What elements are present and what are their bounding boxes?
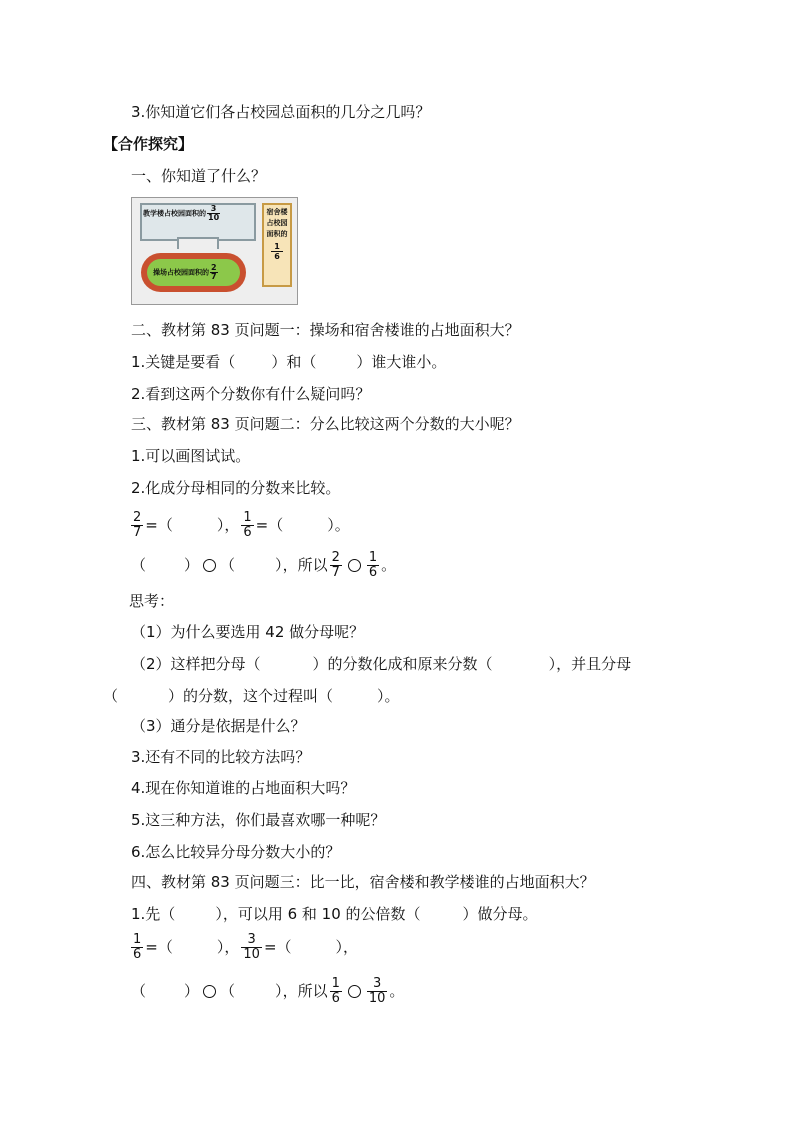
comparison-row-1 — [131, 550, 396, 580]
fraction-numerator: 1 — [133, 932, 142, 947]
think-question-1: （1）为什么要选用 42 做分母呢？ — [131, 623, 365, 641]
text-segment: 。 — [381, 556, 397, 574]
fraction-three-tenths — [367, 977, 388, 1006]
think-question-2 — [131, 654, 631, 674]
dormitory-text: 宿舍楼占校园面积的 — [266, 208, 288, 238]
part-2-heading: 二、教材第 83 页问题一：操场和宿舍楼谁的占地面积大？ — [131, 321, 520, 339]
text-segment: （ — [131, 982, 147, 1000]
dormitory-label — [264, 207, 290, 261]
text-segment: 1.关键是要看（ — [131, 353, 236, 371]
fraction-two-sevenths — [131, 511, 143, 540]
text-segment: =（ — [145, 516, 173, 534]
fraction-denominator: 10 — [368, 991, 386, 1006]
text-segment: ） — [275, 982, 283, 1000]
text-segment: ） — [275, 556, 283, 574]
text-segment: ） — [216, 938, 225, 956]
fraction-numerator: 2 — [133, 510, 142, 525]
text-segment: =（ — [255, 516, 284, 534]
text-segment: ）的分数化成和原来分数（ — [312, 655, 493, 673]
text-segment: ） — [184, 982, 200, 1000]
part-2-item-2: 2.看到这两个分数你有什么疑问吗？ — [131, 385, 371, 403]
part-3-item-5: 5.这三种方法，你们最喜欢哪一种呢？ — [131, 811, 386, 829]
text-segment: ），并且分母 — [548, 655, 632, 673]
fraction-one-sixth — [131, 933, 143, 962]
think-label: 思考： — [129, 592, 175, 610]
teaching-building-fraction — [207, 205, 220, 222]
part-4-item-1 — [131, 904, 538, 924]
fraction-numerator: 2 — [211, 263, 217, 272]
part-3-item-3: 3.还有不同的比较方法吗？ — [131, 748, 311, 766]
part-4-heading: 四、教材第 83 页问题三：比一比，宿舍楼和教学楼谁的占地面积大？ — [131, 873, 595, 891]
fraction-one-sixth — [241, 511, 253, 540]
comparison-circle[interactable] — [203, 985, 216, 998]
part-3-item-4: 4.现在你知道谁的占地面积大吗？ — [131, 779, 356, 797]
teaching-building-step — [177, 237, 219, 249]
track-label — [153, 264, 218, 281]
fraction-numerator: 1 — [368, 550, 378, 565]
text-segment: ）。 — [327, 516, 350, 534]
fraction-one-sixth — [367, 551, 379, 580]
text-segment: （ — [220, 982, 236, 1000]
teaching-building-text: 教学楼占校园面积的 — [143, 209, 206, 218]
text-segment: ）的分数，这个过程叫（ — [168, 687, 334, 705]
fraction-numerator: 1 — [271, 242, 283, 252]
fraction-two-sevenths — [330, 551, 342, 580]
section-title: 【合作探究】 — [103, 135, 194, 153]
fraction-denominator: 6 — [243, 525, 252, 540]
text-segment: ，所以 — [282, 556, 328, 574]
text-segment: ， — [224, 938, 240, 956]
fraction-denominator: 6 — [331, 991, 340, 1006]
text-segment: ， — [224, 516, 240, 534]
text-segment: ）， — [335, 938, 359, 956]
comparison-circle[interactable] — [348, 985, 361, 998]
part-1-heading: 一、你知道了什么？ — [131, 167, 267, 185]
fraction-numerator: 1 — [331, 976, 340, 991]
dormitory-fraction — [271, 242, 283, 261]
fraction-denominator: 7 — [133, 525, 142, 540]
think-question-3: （3）通分是依据是什么？ — [131, 717, 306, 735]
text-segment: 1.先（ — [131, 905, 176, 923]
comparison-circle[interactable] — [203, 559, 216, 572]
think-question-2-continued — [103, 686, 400, 706]
text-segment: ）。 — [377, 687, 400, 705]
text-segment: =（ — [263, 938, 292, 956]
fraction-one-sixth — [330, 977, 342, 1006]
fraction-numerator: 1 — [243, 510, 252, 525]
fraction-denominator: 6 — [274, 252, 280, 261]
part-3-item-6: 6.怎么比较异分母分数大小的？ — [131, 843, 341, 861]
text-segment: =（ — [145, 938, 173, 956]
part-2-item-1 — [131, 352, 446, 372]
equation-row-1 — [129, 510, 350, 540]
question-3: 3.你知道它们各占校园总面积的几分之几吗？ — [131, 103, 431, 121]
text-segment: ）谁大谁小。 — [356, 353, 447, 371]
text-segment: ，所以 — [282, 982, 328, 1000]
teaching-building-label — [143, 205, 220, 222]
fraction-denominator: 7 — [211, 272, 217, 281]
campus-figure — [131, 197, 298, 305]
track-text: 操场占校园面积的 — [153, 268, 209, 277]
text-segment: ）做分母。 — [462, 905, 538, 923]
fraction-numerator: 3 — [241, 933, 262, 948]
text-segment: ），可以用 6 和 10 的公倍数（ — [215, 905, 421, 923]
comparison-row-2 — [131, 976, 404, 1006]
text-segment: （ — [220, 556, 236, 574]
comparison-circle[interactable] — [348, 559, 361, 572]
fraction-denominator: 10 — [243, 947, 260, 962]
text-segment: ） — [216, 516, 225, 534]
equation-row-2 — [129, 932, 358, 962]
part-3-item-1: 1.可以画图试试。 — [131, 447, 251, 465]
fraction-numerator: 3 — [207, 205, 220, 214]
fraction-three-tenths — [241, 933, 262, 962]
text-segment: 。 — [389, 982, 405, 1000]
text-segment: ） — [184, 556, 200, 574]
fraction-denominator: 10 — [208, 213, 220, 222]
fraction-denominator: 6 — [368, 565, 378, 580]
fraction-denominator: 7 — [331, 565, 340, 580]
fraction-denominator: 6 — [133, 947, 142, 962]
text-segment: （2）这样把分母（ — [131, 655, 261, 673]
text-segment: （ — [103, 687, 119, 705]
text-segment: （ — [131, 556, 147, 574]
part-3-item-2: 2.化成分母相同的分数来比较。 — [131, 479, 341, 497]
fraction-numerator: 3 — [367, 977, 388, 992]
text-segment: ）和（ — [271, 353, 317, 371]
fraction-numerator: 2 — [331, 550, 340, 565]
track-fraction — [210, 264, 218, 281]
part-3-heading: 三、教材第 83 页问题二：分么比较这两个分数的大小呢？ — [131, 415, 520, 433]
